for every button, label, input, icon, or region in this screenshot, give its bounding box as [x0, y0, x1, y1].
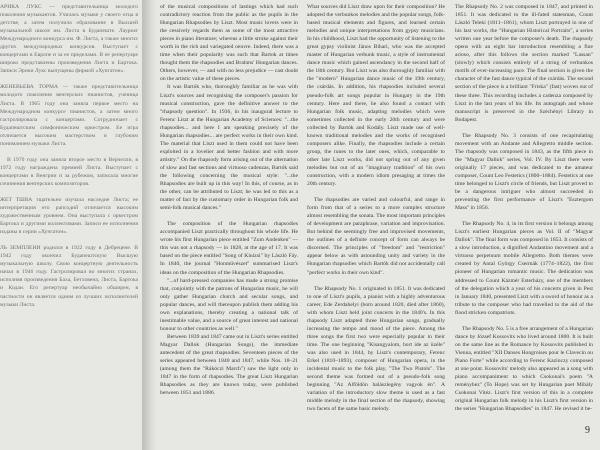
cyrillic-paragraph: АРИКА ЛУКС — представительница молодого поколения музыкантов. Училась музыке у своего отца в детстве, а затем получила образование в Высшей музыкальной школе им. Листа в Будапеште. Лауреат Международного конкурса им. Ф. Листа, а также многих других международных конкурсов. Выступает с концертами в Европе и за ее пределами. В ее репертуаре широко представлены произведения Листа и Бартока. Записи Эрики Лукс выпущены фирмой «Хунгатон». — [0, 4, 138, 75]
paragraph: Between 1839 and 1847 came out in Liszt's series entitled Magyar Dallok (Hungarian Songs), the immediate antecedent of the great rhapsodies. Seventeen pieces of the series appeared between 1840 and 1847, while Nos. 18–21 (among them the "Rákóczi March") saw the light only in 1847 in the form of rhapsodies. The great Liszt Hungarian Rhapsodies as they are known today, were published between 1851 and 1886. — [160, 333, 298, 397]
book-gutter-shadow — [142, 0, 156, 450]
paragraph: The Rhapsody No. 4, in its first version it belongs among Liszt's earliest Hungarian pieces as Vol. II of "Magyar Dallok". The final form was composed in 1853. It consists of a slow introduction, a dignified Andantino movement and a virtuoso perpetuum mobile Allegretto. Both themes were created by Antal György Csermák (1774–1822), the first pioneer of Hungarian romantic music. The dedication was addressed to Count Kázmér Esterházy, one of the members of the delegation which a year of his concerts given in Pest in January 1840, presented Liszt with a sword of honour as a tribute to the composer who had travelled to the aid of the flood stricken compatriots. — [455, 221, 593, 316]
text-column-1 — [160, 3, 298, 397]
paragraph: The Rhapsody No. 2 was composed in 1847, and printed in 1851. It was dedicated to the ill-fated statesman, Count László Teleki (1811–1861), whom Liszt portrayed in one of his last works, the "Hungarian Historical Portraits", a series written one year before the composer's death. The rhapsody opens with an eight bar introduction resembling a fine arioso, after this follows the section marked "Lassan" (slowly) which consists entirely of a string of verbunkos motifs of ever-increasing pace. The final section is given the character of the fast dance typical of the csárdás. The second section of the piece is a brilliant "Friska" (fast) woven out of these three. This recording includes a cadenza composed by Liszt in the last years of his life. Its autograph and whose manuscript is preserved in the Széchényi Library in Budapest. — [455, 4, 593, 123]
paragraph: of the musical compositions of lastings which had such contradictory reaction from the public as the pupils in the Hungarian Rhapsodies by Liszt. Most music lovers were in the cessively regards them as some of the most attractive pieces in piano literature; whereas a little stroke against their worth in the rich and variegated oeuvre. Indeed, there was a time when their popularity was such that Bartok at times thought them the rhapsodies and Brahms' Hungarian dances. Others, however, — and with no less prejudice — cast doubt on the artistic value of these pieces. — [160, 4, 298, 83]
paragraph: The Rhapsody No. 3 consists of one recapitulating movement with an Andante and Allegretto middle section. The rhapsody was composed in 1843, as the fifth piece in the "Magyar Dallok" series, Vol. IV. By Liszt there were originally 17 pieces, and was dedicated to the amateur composer, Count Leo Festetics (1800–1884). Festetics at one time belonged to Liszt's circle of friends, but Liszt proved to be a dangerous intriguer who almost succeeded in preventing the first performance of Liszt's "Esztergom Mass" in 1856. — [455, 132, 593, 212]
cyrillic-paragraph: ЖЕТ ТШВА тщательно изучала наследие Листа; ее интерпретация его рапсодий отличается высоким художественным уровнем. Она выступала с оркестром Бартока и другими коллективами. Записи ее исполнения изданы в серии «Хунгатон». — [0, 196, 138, 236]
paragraph: The composition of the Hungarian rhapsodies accompanied Liszt practically throughout his whole life. He wrote his first Hungarian piece entitled "Zum Andenken" — this was not a rhapsody — in 1828, at the age of 17. It was based on the piece entitled "Song of Kinizsi" by László Fáy. In 1840, the journal "Honmüvészet" summarised Liszt's ideas on the composition of the Hungarian Rhapsodies. — [160, 221, 298, 276]
page-number: 9 — [585, 425, 590, 436]
left-page-cyrillic-column — [0, 3, 138, 309]
paragraph: The Rhapsody No. 1 originated in 1851. It was dedicated to one of Liszt's pupils, a pianist with a highly adventurous career, Ede Zerdahelyi (born around 1820, died after 1860), with whom Liszt held joint concerts in the 1840's. In this rhapsody Liszt adapted three Hungarian songs, gradually increasing the tempo and mood of the piece. Among the three songs the first two were especially popular in their time. The one beginning "Kisangyalom, bort ide az üzéle" was also used in 1844, by Liszt's contemporary, Ferenc Erkel (1810–1893), composer of Hungarian opera, in the incidental music to the folk play, "The Two Pistols". The second theme was formed out of a pseudo-folk song beginning "Az Alföldön halászlegény vagyok én". A variation of the introductory slow theme is used as a fast middle melody in the final section of the rhapsody, showing two facets of the same basic melody. — [307, 285, 445, 413]
cyrillic-paragraph: ЖЕНЕВЬЕВА ТОРМА — также представительница молодого поколения венгерских пианистов, ученица Листа. В 1965 году она заняла первое место на Международном конкурсе пианистов, а затем много гастролировала с концертами. Сотрудничает с Будапештским симфоническим оркестром. Ее игра отличается высоким мастерством и глубоким пониманием музыки Листа. — [0, 84, 138, 147]
paragraph: What sources did Liszt draw upon for their composition? He adopted the verbunkos melodies and the popular songs, folk-based musical elements and figures, and learned certain melodies and unique interpretations from gypsy musicians. In his childhood, Liszt had the opportunity of listening to the great gypsy violinist János Bihari, who was the accepted master of Hungarian verbunk music, a style of instrumental dance music which gained ascendancy in the second half of the 18th century. But Liszt was also thoroughly familiar with the "modern" Hungarian dance music of the 19th century, the csárdás. In addition, his rhapsodies included several pseudo-folk art songs popular in Hungary in the 19th century. Here and there, he also found a contact with Hungarian folk music, adapting melodies which were sometimes collected in the early 20th century and were collected by Bartók and Kodály. Liszt made use of well-known traditional melodies and the works of recognised composers alike. Finally, the rhapsodies include a certain group, the tunes to the later ones, which, comparable to other late Liszt works, did not spring out of any given melodies but out of an "imaginary tradition" of his own construction, with a modern idiom presaging at times the 20th century. — [307, 4, 445, 188]
cyrillic-paragraph: В 1970 году она заняла второе место в Верчелли, в 1972 году награждена премией Листа. Выступает с концертами в Венгрии и за рубежом, записала многие сочинения венгерских композиторов. — [0, 156, 138, 187]
text-column-2 — [307, 3, 445, 413]
cyrillic-paragraph: ЛЬ ЗЕМПЛЕНИ родился в 1922 году в Дебрецене. В 1942 году окончил Будапештскую Высшую музыкальную школу. Свою концертную деятельность начал в 1946 году. Гастролировал во многих странах, исполняя произведения Баха, Бетховена, Листа, Бартока и Кодаи. Его репертуар необычайно обширен, в частности он является одним из лучших исполнителей музыки Листа. — [0, 245, 138, 308]
paragraph: The rhapsodies are varied and colourful, and range in form from that of a series to a more complex structure almost resembling the sonata. The most important principles of development are paraphrase, variation and improvisation. But behind the seemingly free and improvised movements, the outlines of a definite concept of form can always be discerned. The principles of "freedom" and "restriction" appear below as with astounding unity and variety in the Hungarian rhapsodies which Bartók did not accidentally call "perfect works in their own kind". — [307, 197, 445, 276]
paragraph: It was Bartók who, thoroughly familiar as he was with Liszt's sources and recognising the composer's passion for musical construction, gave the definitive answer to the "rhapsody question". In 1936, in his inaugural lecture to Ferenc Liszt at the Hungarian Academy of Sciences: "...the rhapsodies... and here I am speaking precisely of the Hungarian rhapsodies... are perfect works in their own kind. The material that Liszt used in them could not have been exploited in a lovelier and better fashion and with more artistry." On the rhapsody form arising out of the alternation of slow and fast sections and virtuoso cadenzas, Bartók said the following concerning the musical style: "...the Rhapsodies are built up in this way! In this, of course, as in the other, can be attributed to Liszt; he was led to this as a matter of fact by the customary order in Hungarian folk and semi-folk musical dances." — [160, 84, 298, 212]
paragraph: The Rhapsody No. 5 is a free arrangement of a Hungarian dance by József Kossovits who lived around 1800. It is built on the same line as the Romance by Kossovits published in Vienna, entitled "XII Danses Hongroises pour le Clavecin ou Piano Forte" while according to Ferenc Kazinczy composed at one point. Kossovits' melody also appeared as a song with piano accompaniment to which Csokonai's poem "A reményhez" (To Hope) was set by Hungarian poet Mihály Csokonai Vitéz. Liszt's first version of this in a complete original Hungarian folk melody in his Liszt's first version in the series "Hungarian Rhapsodies" in 1847. He revised it be- — [455, 325, 593, 413]
paragraph: "...of hard-pressed companies has made a strong promise that, conjointly with the patrons of Hungarian music, he will only gather Hungarian church and secular songs, and popular dances, and will thereupon publish them adding his own explanations, thereby creating a national talk of inestimable value, and a source of great interest and national honour to other countries as well." — [160, 277, 298, 332]
text-column-3 — [455, 3, 593, 413]
